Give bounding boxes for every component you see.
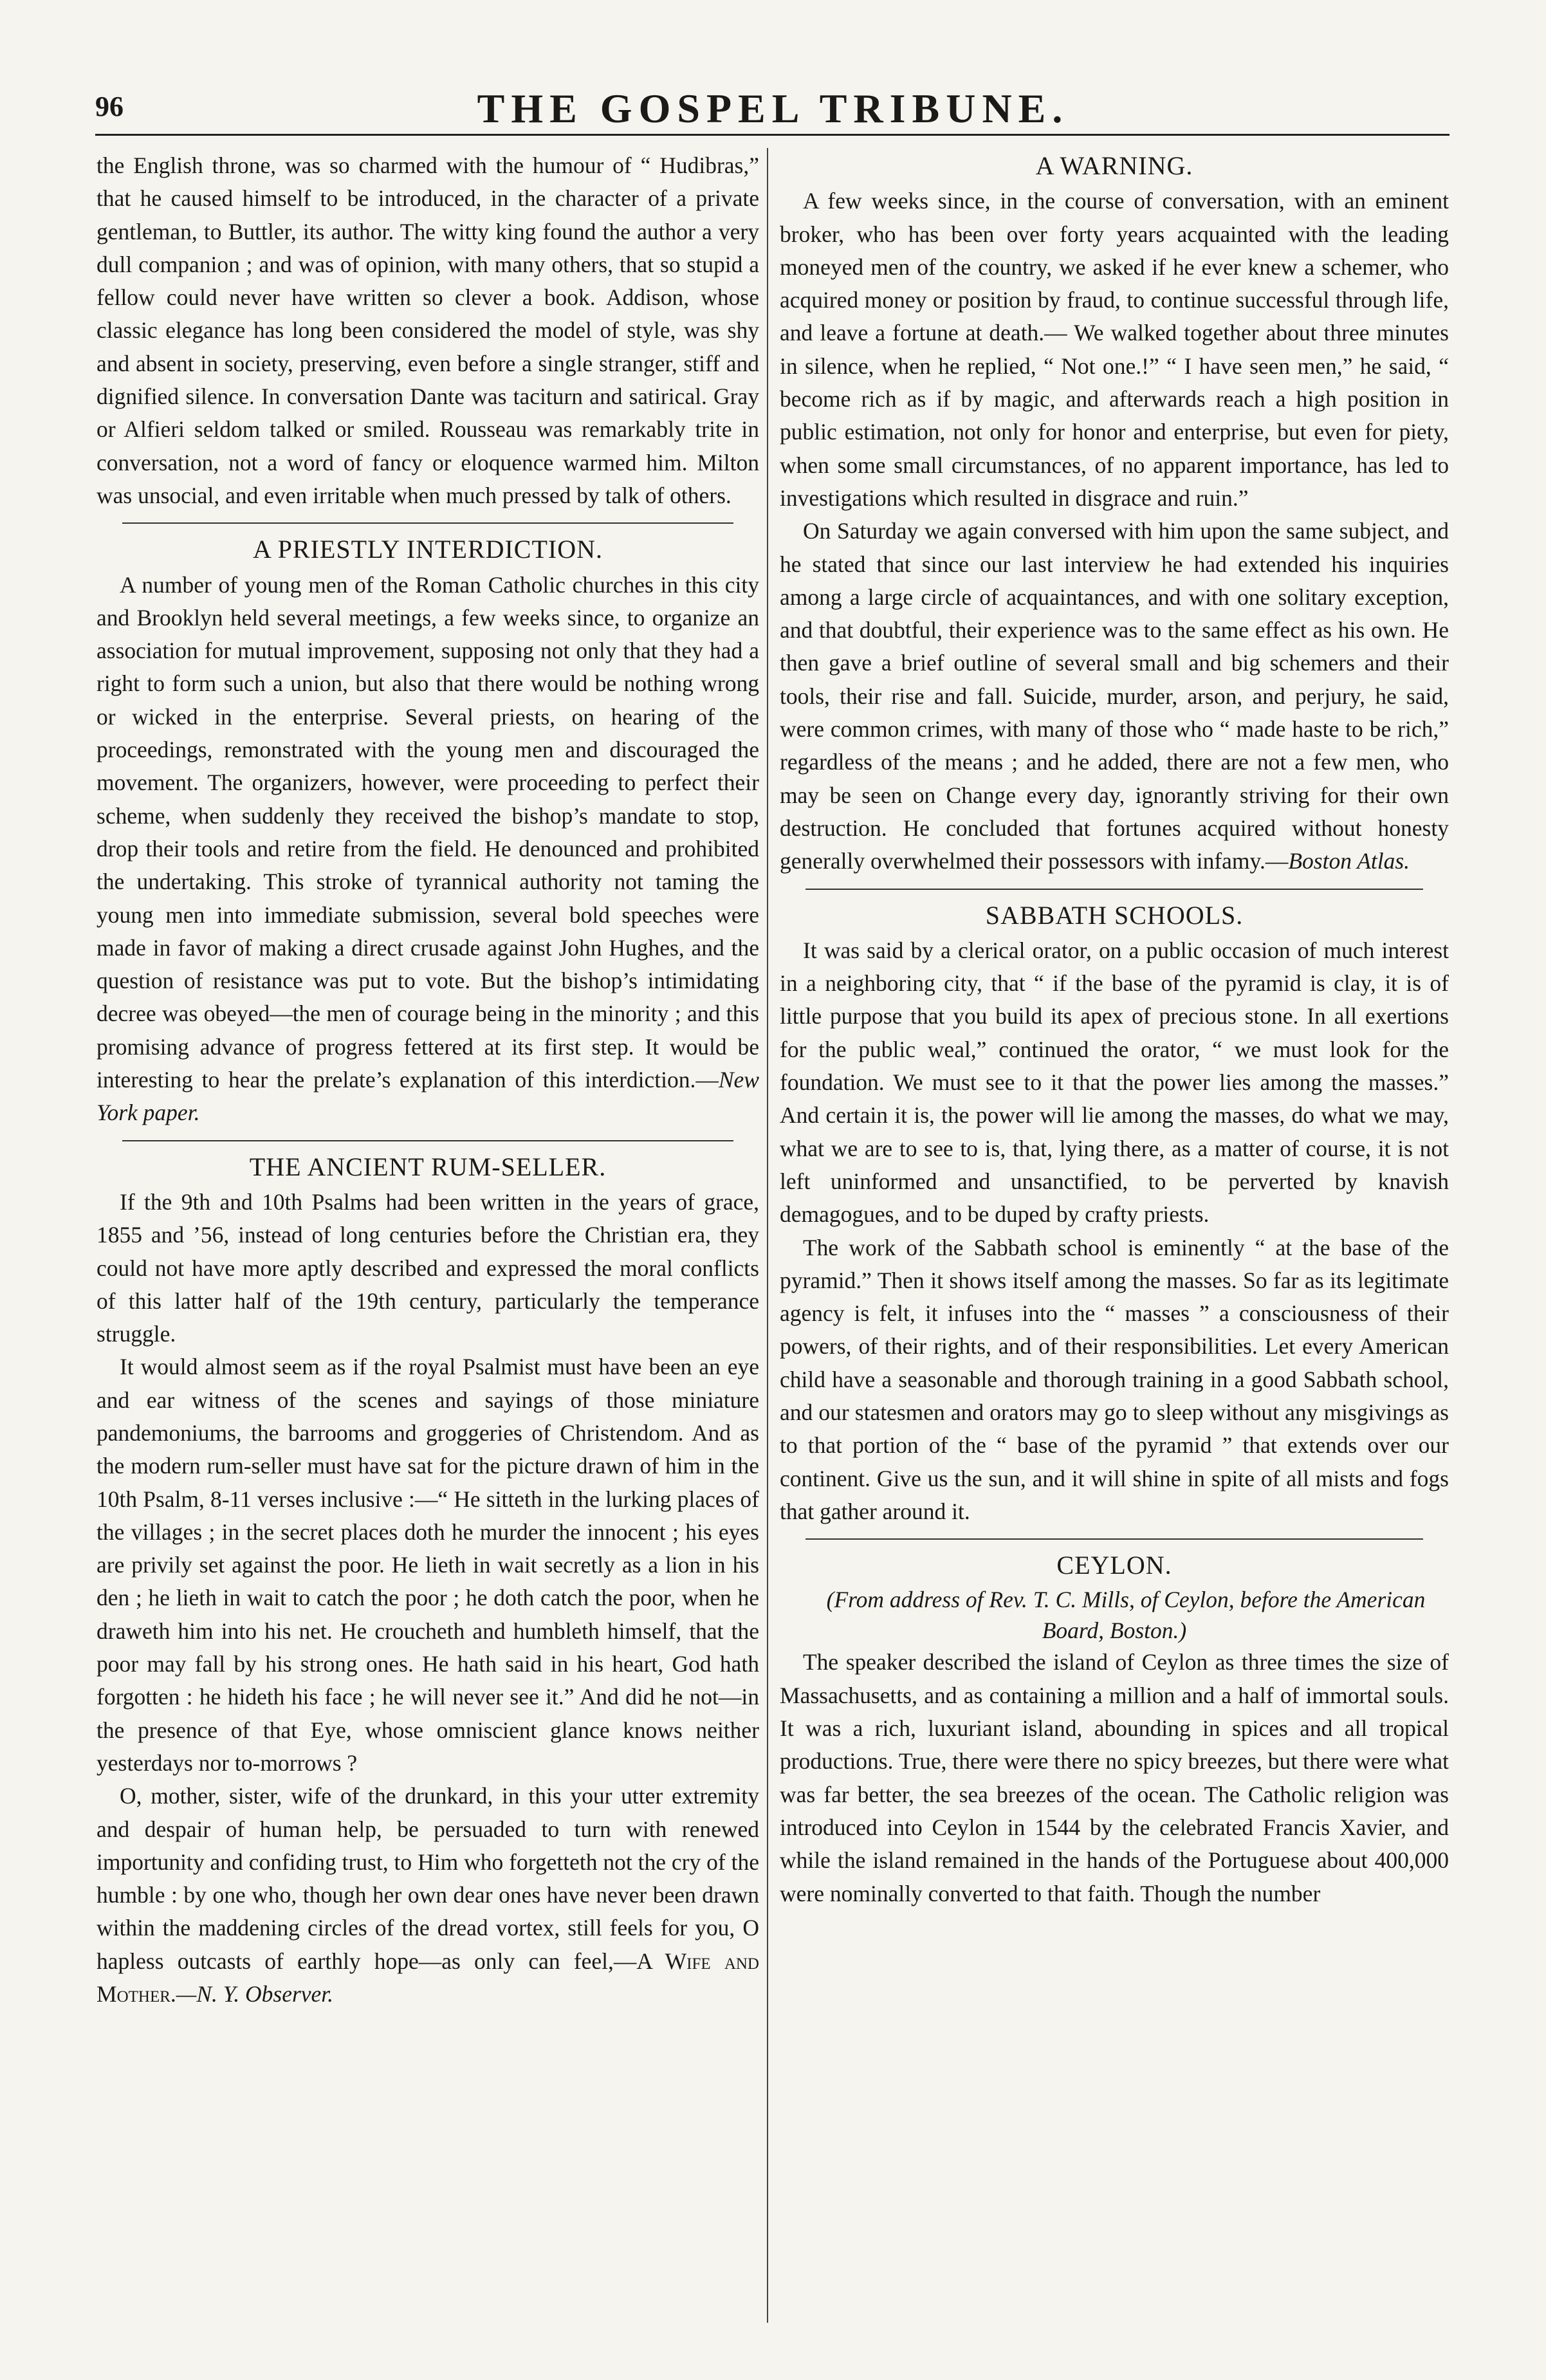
article-heading-rum-seller: THE ANCIENT RUM-SELLER. [249,1152,607,1181]
right-column [780,149,1449,1910]
rum-seller-source: —N. Y. Observer. [176,1981,334,2007]
article-heading-priestly: A PRIESTLY INTERDICTION. [252,535,603,564]
article-heading-warning: A WARNING. [1035,151,1193,180]
section-divider [805,889,1423,890]
rum-seller-text: O, mother, sister, wife of the drunkard, in this your utter extremity and despair of human help, be persuaded to turn with renewed importunity and confiding trust, to Him who forgetteth not the cry of the humble : by one who, though her own dear ones have never been drawn within the maddening circles of the dread vortex, still feels for you, O hapless outcasts of earthly hope—as only can feel,— [97,1783,759,1974]
rum-seller-para-1: If the 9th and 10th Psalms had been written in the years of grace, 1855 and ’56, instead of long centuries before the Christian era, they could not have more aptly described and expressed the moral conflicts of this latter half of the 19th century, particularly the temperance struggle. [97,1188,759,1347]
warning-text: On Saturday we again conversed with him upon the same subject, and he stated that since our last interview he had extended his inquiries among a large circle of acquaintances, and with one solitary exception, and that doubtful, their experience was to the same effect as his own. He then gave a brief outline of several small and big schemers and their tools, their rise and fall. Suicide, murder, arson, and perjury, he said, were common crimes, with many of those who “ made haste to be rich,” regardless of the means ; and he added, there are not a few men, who may be seen on Change every day, ignorantly striving for their own destruction. He concluded that fortunes acquired without honesty generally overwhelmed their possessors with infamy.— [780,518,1449,874]
priestly-source: New York paper. [97,1067,759,1126]
warning-source: Boston Atlas. [1288,848,1410,874]
page-number: 96 [95,91,124,122]
warning-para-1: A few weeks since, in the course of conversation, with an eminent broker, who has been over forty years acquainted with the leading moneyed men of the country, we asked if he ever knew a schemer, who acquired money or position by fraud, to continue successful through life, and leave a fortune at death.— We walked together about three minutes in silence, when he replied, “ Not one.!” “ I have seen men,” he said, “ become rich as if by magic, and afterwards reach a high position in public estimation, not only for honor and enterprise, but even for piety, when some small circumstances, of no apparent importance, has led to investigations which resulted in disgrace and ruin.” [780,188,1449,511]
rum-seller-para-3 [97,1780,759,2011]
article-heading-ceylon: CEYLON. [1056,1551,1172,1580]
header-rule [95,134,1449,136]
sabbath-para-1: It was said by a clerical orator, on a public occasion of much interest in a neighboring city, that “ if the base of the pyramid is clay, it is of little purpose that you build its apex of precious stone. In all exertions for the public weal,” continued the orator, “ we must look for the foundation. We must see to it that the power lies among the masses.” And certain it is, the power will lie among the masses, do what we may, what we are to see to is, that, lying there, as a matter of course, it is not left uninformed and unsanctified, to be perverted by knavish demagogues, and to be duped by crafty priests. [780,937,1449,1228]
page-title: THE GOSPEL TRIBUNE. [477,86,1069,131]
column-divider [767,148,768,2323]
article-body-priestly [97,569,759,1130]
section-divider [122,1140,733,1141]
left-column [97,149,759,2011]
intro-paragraph: the English throne, was so charmed with the humour of “ Hudibras,” that he caused himself to be introduced, in the character of a private gentleman, to Buttler, its author. The witty king found the author a very dull companion ; and was of opinion, with many others, that so stupid a fellow could never have written so clever a book. Addison, whose classic elegance has long been considered the model of style, was shy and absent in society, preserving, even before a single stranger, stiff and dignified silence. In conversation Dante was taciturn and satirical. Gray or Alfieri seldom talked or smiled. Rousseau was remarkably trite in conversation, not a word of fancy or eloquence warmed him. Milton was unsocial, and even irritable when much pressed by talk of others. [97,152,759,508]
rum-seller-signature: A Wife and Mother. [97,1948,759,2007]
priestly-text: A number of young men of the Roman Catholic churches in this city and Brooklyn held several meetings, a few weeks since, to organize an association for mutual improvement, supposing not only that they had a right to form such a union, but also that there would be nothing wrong or wicked in the enterprise. Several priests, on hearing of the proceedings, remonstrated with the young men and discouraged the movement. The organizers, however, were proceeding to perfect their scheme, when suddenly they received the bishop’s mandate to stop, drop their tools and retire from the field. He denounced and prohibited the undertaking. This stroke of tyrannical authority not taming the young men into immediate submission, several bold speeches were made in favor of making a direct crusade against John Hughes, and the question of resistance was put to vote. But the bishop’s intimidating decree was obeyed—the men of courage being in the minority ; and this promising advance of progress fettered at its first step. It would be interesting to hear the prelate’s explanation of this interdiction.— [97,571,759,1093]
ceylon-byline: (From address of Rev. T. C. Mills, of Ceylon, before the American Board, Boston.) [826,1587,1426,1644]
section-divider [122,522,733,524]
article-heading-sabbath: SABBATH SCHOOLS. [985,900,1244,930]
section-divider [805,1538,1423,1540]
ceylon-para-1: The speaker described the island of Ceylon as three times the size of Massachusetts, and as containing a million and a half of immortal souls. It was a rich, luxuriant island, abounding in spices and all tropical productions. True, there were there no spicy breezes, but there were what was far better, the sea breezes of the ocean. The Catholic religion was introduced into Ceylon in 1544 by the celebrated Francis Xavier, and while the island remained in the hands of the Portuguese about 400,000 were nominally converted to that faith. Though the number [780,1649,1449,1906]
rum-seller-para-2: It would almost seem as if the royal Psalmist must have been an eye and ear witness of the scenes and sayings of those miniature pandemoniums, the barrooms and groggeries of Christendom. And as the modern rum-seller must have sat for the picture drawn of him in the 10th Psalm, 8-11 verses inclusive :—“ He sitteth in the lurking places of the villages ; in the secret places doth he murder the innocent ; his eyes are privily set against the poor. He lieth in wait secretly as a lion in his den ; he lieth in wait to catch the poor ; he doth catch the poor, when he draweth him into his net. He croucheth and humbleth himself, that the poor may fall by his strong ones. He hath said in his heart, God hath forgotten : he hideth his face ; he will never see it.” And did he not—in the presence of that Eye, whose omniscient glance knows neither yesterdays nor to-morrows ? [97,1354,759,1776]
sabbath-para-2: The work of the Sabbath school is eminently “ at the base of the pyramid.” Then it shows itself among the masses. So far as its legitimate agency is felt, it infuses into the “ masses ” a consciousness of their powers, of their rights, and of their responsibilities. Let every American child have a seasonable and thorough training in a good Sabbath school, and our statesmen and orators may go to sleep without any misgivings as to that portion of the “ base of the pyramid ” that extends over our continent. Give us the sun, and it will shine in spite of all mists and fogs that gather around it. [780,1234,1449,1524]
warning-para-2 [780,515,1449,878]
